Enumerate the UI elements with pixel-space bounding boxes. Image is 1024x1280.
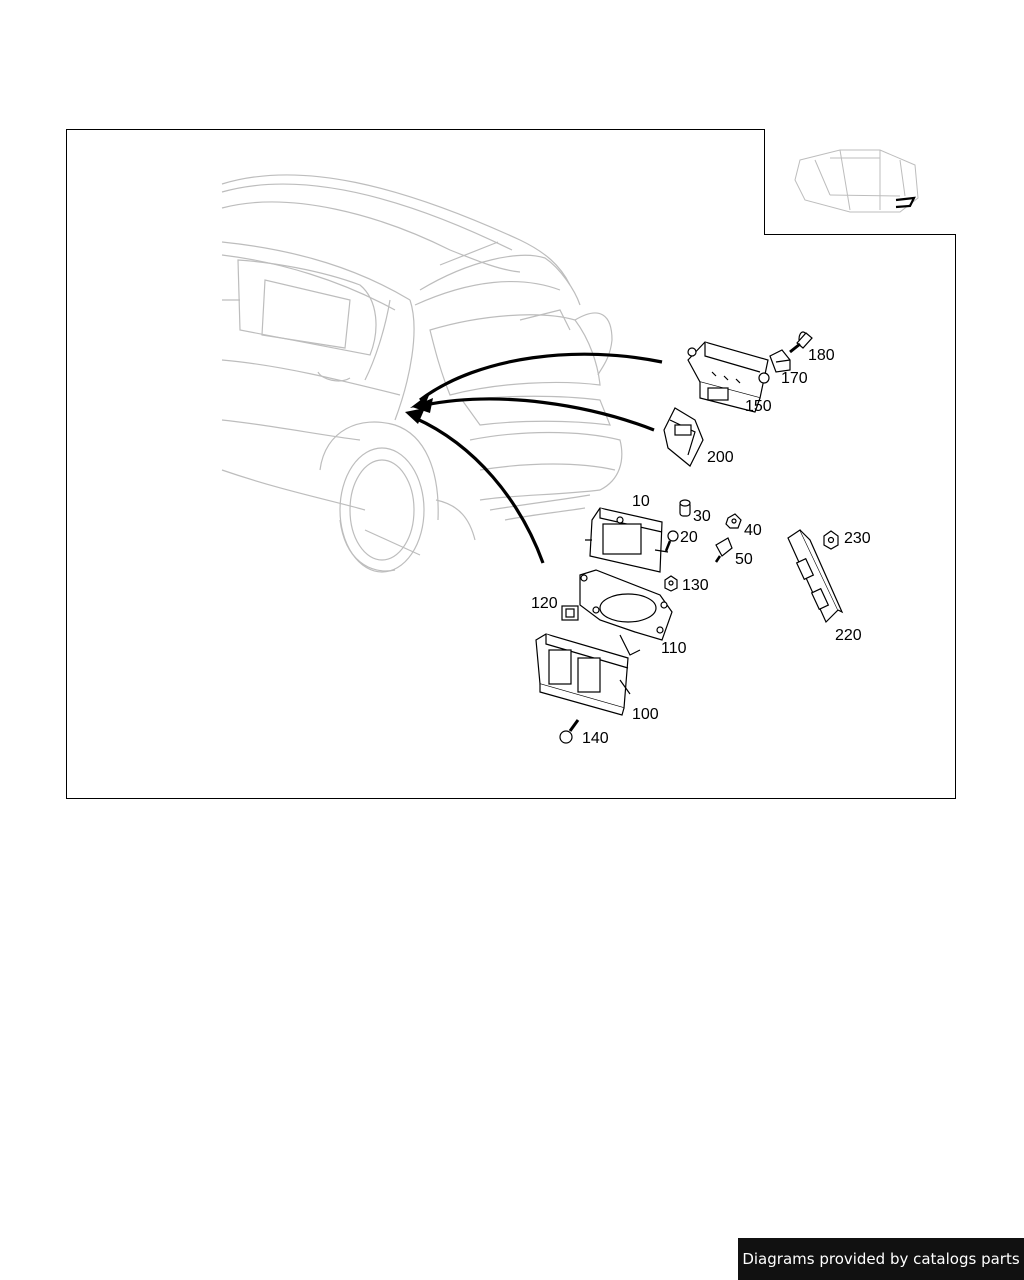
callout-150: 150 xyxy=(745,398,772,415)
overview-highlight xyxy=(896,198,914,207)
nut-230 xyxy=(824,531,838,549)
screw-140 xyxy=(560,720,578,743)
callout-200: 200 xyxy=(707,449,734,466)
callout-220: 220 xyxy=(835,627,862,644)
nut-130 xyxy=(665,576,677,591)
vehicle-overview-icon xyxy=(795,150,918,212)
screw-20 xyxy=(666,531,678,551)
vehicle-rear-outline xyxy=(222,175,622,572)
control-unit-10 xyxy=(585,508,668,572)
callout-140: 140 xyxy=(582,730,609,747)
callout-130: 130 xyxy=(682,577,709,594)
callout-30: 30 xyxy=(693,508,711,525)
arrow-from-200 xyxy=(425,399,654,430)
sensor-200 xyxy=(664,408,703,466)
stud-50 xyxy=(716,538,732,562)
callout-180: 180 xyxy=(808,347,835,364)
callout-230: 230 xyxy=(844,530,871,547)
clip-170 xyxy=(770,350,790,372)
callout-20: 20 xyxy=(680,529,698,546)
control-unit-100 xyxy=(536,634,630,715)
arrowheads xyxy=(405,393,433,424)
callout-170: 170 xyxy=(781,370,808,387)
plug-30 xyxy=(680,500,690,516)
callout-10: 10 xyxy=(632,493,650,510)
callout-120: 120 xyxy=(531,595,558,612)
clip-120 xyxy=(562,606,578,620)
callout-40: 40 xyxy=(744,522,762,539)
callout-50: 50 xyxy=(735,551,753,568)
callout-110: 110 xyxy=(661,640,687,657)
arrow-from-modules xyxy=(415,418,543,563)
nut-40 xyxy=(726,514,741,528)
footer-credit: Diagrams provided by catalogs parts xyxy=(738,1238,1024,1280)
bracket-110 xyxy=(580,570,672,655)
callout-100: 100 xyxy=(632,706,659,723)
